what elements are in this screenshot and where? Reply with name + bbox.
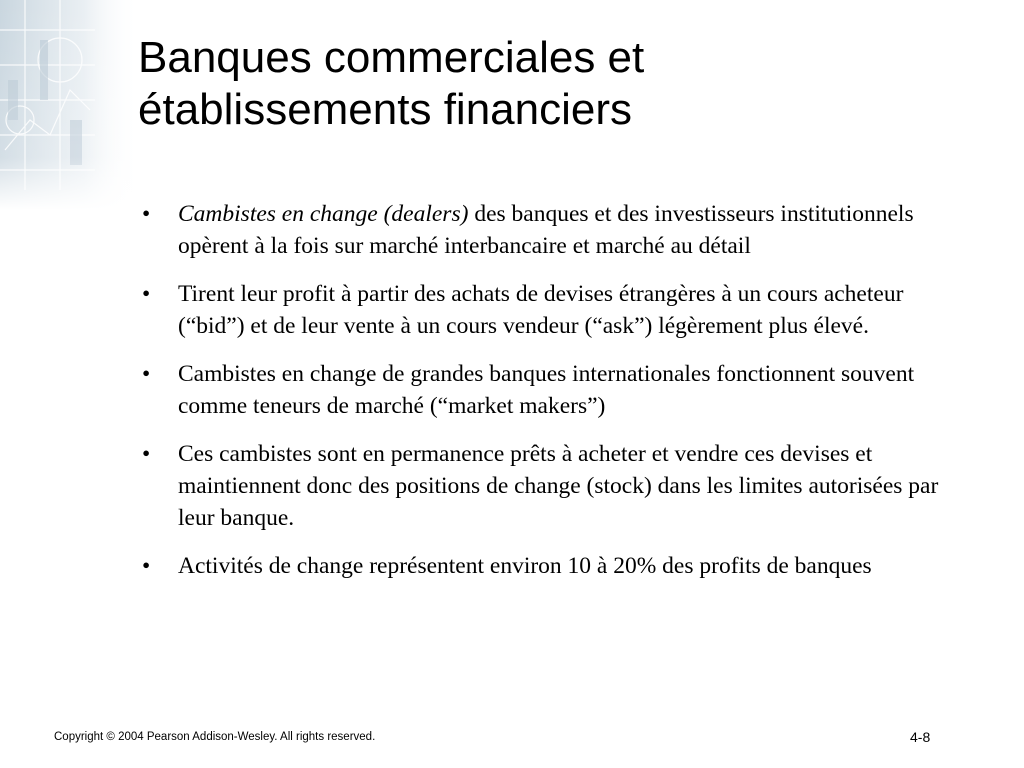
bullet-item-3 — [140, 358, 940, 422]
slide-title-line-2: établissements financiers — [138, 85, 633, 134]
slide-title — [138, 32, 998, 136]
bullet-marker: • — [142, 441, 151, 467]
bullet-text-1-body: des banques et des investisseurs institutionnels opèrent à la fois sur marché interbancaire et marché au détail — [178, 201, 914, 259]
bullet-text-3: Cambistes en change de grandes banques internationales fonctionnent souvent comme teneurs de marché (“market makers”) — [178, 361, 915, 419]
bullet-item-5 — [140, 550, 940, 582]
bullet-text-1 — [178, 201, 914, 259]
corner-decoration-image — [0, 0, 140, 210]
bullet-marker: • — [142, 201, 151, 227]
bullet-item-1 — [140, 198, 940, 262]
bullet-marker: • — [142, 553, 151, 579]
page-number: 4-8 — [910, 729, 931, 745]
footer-copyright: Copyright © 2004 Pearson Addison-Wesley. All rights reserved. — [54, 731, 376, 743]
bullet-item-2 — [140, 278, 940, 342]
slide-title-line-1: Banques commerciales et — [138, 33, 645, 82]
bullet-text-4: Ces cambistes sont en permanence prêts à acheter et vendre ces devises et maintiennent donc des positions de change (stock) dans les limites autorisées par leur banque. — [178, 441, 939, 531]
bullet-text-1-italic: Cambistes en change (dealers) — [178, 201, 469, 227]
bullet-list — [140, 198, 940, 598]
bullet-item-4 — [140, 438, 940, 534]
bullet-marker: • — [142, 281, 151, 307]
bullet-text-5: Activités de change représentent environ 10 à 20% des profits de banques — [178, 553, 872, 579]
bullet-text-2: Tirent leur profit à partir des achats de devises étrangères à un cours acheteur (“bid”) et de leur vente à un cours vendeur (“ask”) légèrement plus élevé. — [178, 281, 904, 339]
bullet-marker: • — [142, 361, 151, 387]
